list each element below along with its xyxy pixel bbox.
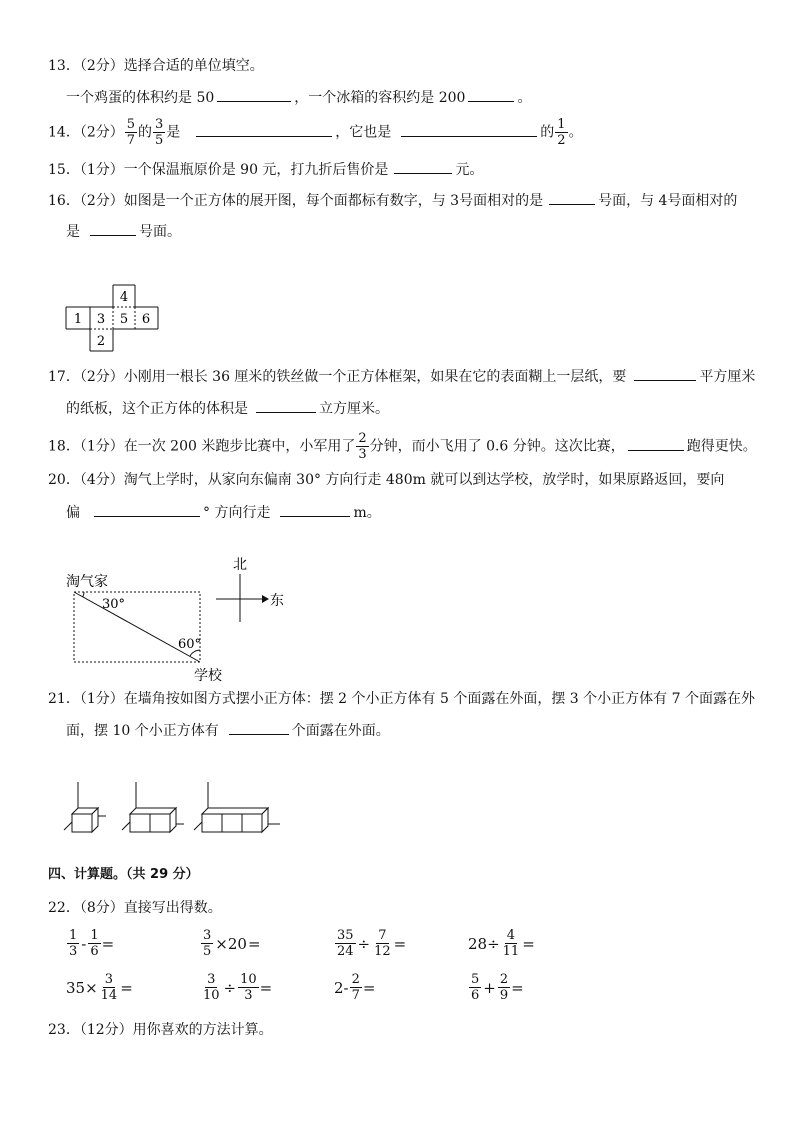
q22-item-4: 28÷ $\frac{4}{11}$ =: [468, 928, 535, 959]
q13-heading: 13．（2分）选择合适的单位填空。: [48, 58, 264, 74]
q22-item-3: $\frac{35}{24}$ ÷ $\frac{7}{12}$ =: [337, 928, 407, 959]
east-label: 东: [270, 593, 284, 609]
q21-line-2: 面，摆 10 个小正方体有 个面露在外面。: [66, 720, 390, 741]
school-label: 学校: [194, 668, 222, 684]
net-face-4: 4: [119, 290, 129, 305]
q15-text: 15．（1分）一个保温瓶原价是 90 元，打九折后售价是: [48, 162, 389, 178]
q18-blank[interactable]: [628, 436, 684, 451]
q17-blank-2[interactable]: [256, 398, 316, 413]
q21-blank[interactable]: [229, 720, 289, 735]
cube-net-figure: [64, 284, 164, 354]
q22-item-7: 2- $\frac{2}{7}$ =: [334, 972, 376, 1003]
q17-line-2: 的纸板，这个正方体的体积是 立方厘米。: [66, 398, 389, 419]
angle-30-label: 30°: [102, 597, 126, 612]
q22-heading: 22．（8分）直接写出得数。: [48, 900, 222, 916]
q21-line-1: 21．（1分）在墙角按如图方式摆小正方体：摆 2 个小正方体有 5 个面露在外面，摆 3 个小正方体有 7 个面露在外: [48, 691, 755, 707]
q14-mid: ，它也是: [335, 124, 392, 141]
q20-line-1: 20．（4分）淘气上学时，从家向东偏南 30° 方向行走 480m 就可以到达学校，放学时，如果原路返回，要向: [48, 472, 725, 488]
net-face-5: 5: [119, 312, 129, 327]
q18-line: 18．（1分）在一次 200 米跑步比赛中，小军用了 $\frac{2}{3}$ 分钟，而小飞用了 0.6 分钟。这次比赛， 跑得更快。: [48, 431, 757, 462]
q15-line: 15．（1分）一个保温瓶原价是 90 元，打九折后售价是 元。: [48, 159, 483, 180]
route-figure: [62, 552, 292, 686]
q14-heading: 14．（2分）: [48, 124, 124, 141]
net-face-1: 1: [73, 312, 83, 327]
q13-part1: 一个鸡蛋的体积约是 50: [66, 90, 215, 106]
q23-heading: 23．（12分）用你喜欢的方法计算。: [48, 1022, 273, 1038]
q17-line-1: 17．（2分）小刚用一根长 36 厘米的铁丝做一个正方体框架，如果在它的表面糊上一层纸，要 平方厘米: [48, 366, 755, 387]
q20-blank-direction[interactable]: [94, 502, 200, 517]
q22-item-8: $\frac{5}{6}$ + $\frac{2}{9}$ =: [471, 972, 524, 1003]
q14-fraction-2: $\frac{3}{5}$: [155, 117, 164, 148]
section-4-heading: 四、计算题。（共 29 分）: [48, 867, 199, 882]
q22-item-1: $\frac{1}{3}$ - $\frac{1}{6}$ =: [69, 928, 115, 959]
net-face-6: 6: [141, 312, 151, 327]
q16-text: 16．（2分）如图是一个正方体的展开图，每个面都标有数字，与 3号面相对的是: [48, 193, 544, 209]
q13-blank-1[interactable]: [217, 87, 291, 102]
angle-60-label: 60°: [178, 637, 202, 652]
q22-item-5: 35× $\frac{3}{14}$ =: [66, 972, 133, 1003]
net-face-3: 3: [96, 312, 106, 327]
q14-line: 14．（2分） $\frac{5}{7}$ 的 $\frac{3}{5}$ 是 ，它也是 的 $\frac{1}{2}$ 。: [48, 117, 583, 148]
q20-blank-distance[interactable]: [280, 502, 350, 517]
q14-fraction-3: $\frac{1}{2}$: [557, 117, 566, 148]
q16-line-1: 16．（2分）如图是一个正方体的展开图，每个面都标有数字，与 3号面相对的是 号面，与 4号面相对的: [48, 190, 737, 211]
q13-body: [66, 87, 531, 108]
cubes-corner-figure: [60, 780, 290, 850]
q22-item-6: $\frac{3}{10}$ ÷ $\frac{10}{3}$ =: [203, 972, 273, 1003]
net-face-2: 2: [96, 334, 106, 349]
q14-blank-1[interactable]: [196, 122, 332, 137]
q16-blank-1[interactable]: [549, 190, 595, 205]
q17-text: 17．（2分）小刚用一根长 36 厘米的铁丝做一个正方体框架，如果在它的表面糊上一层纸，要: [48, 369, 627, 385]
q13-part3: 。: [517, 90, 532, 106]
q17-blank-1[interactable]: [634, 366, 696, 381]
q13-part2: ，一个冰箱的容积约是 200: [294, 90, 466, 106]
q20-line-2: 偏 ° 方向行走 m。: [66, 502, 381, 523]
north-label: 北: [233, 557, 247, 573]
q16-line-2: 是 号面。: [66, 221, 181, 242]
q22-item-2: $\frac{3}{5}$ ×20 =: [203, 928, 261, 959]
q15-blank[interactable]: [394, 159, 452, 174]
q14-blank-2[interactable]: [401, 122, 537, 137]
home-label: 淘气家: [66, 574, 108, 590]
q16-blank-2[interactable]: [90, 221, 136, 236]
q13-blank-2[interactable]: [468, 87, 514, 102]
q14-fraction-1: $\frac{5}{7}$: [126, 117, 136, 148]
q18-fraction: $\frac{2}{3}$: [358, 431, 367, 462]
